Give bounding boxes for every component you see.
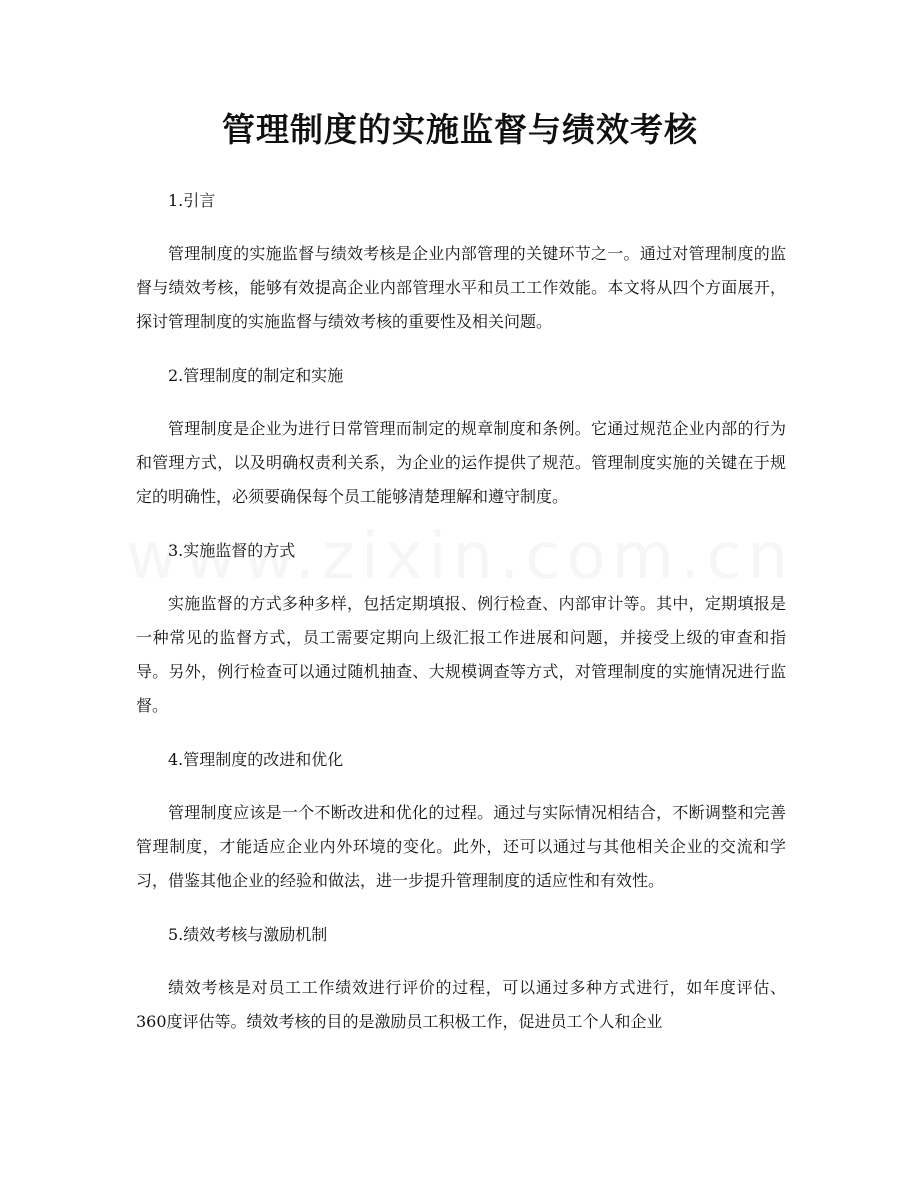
section-performance-and-incentives [136, 918, 786, 1039]
section-paragraph: 实施监督的方式多种多样，包括定期填报、例行检查、内部审计等。其中，定期填报是一种常见的监督方式，员工需要定期向上级汇报工作进展和问题，并接受上级的审查和指导。另外，例行检查可以通过随机抽查、大规模调查等方式，对管理制度的实施情况进行监督。 [136, 594, 786, 715]
section-heading: 2.管理制度的制定和实施 [168, 366, 344, 385]
section-formulation-and-implementation [136, 359, 786, 514]
section-paragraph: 绩效考核是对员工工作绩效进行评价的过程，可以通过多种方式进行，如年度评估、360度评估等。绩效考核的目的是激励员工积极工作，促进员工个人和企业 [136, 978, 786, 1031]
page-title: 管理制度的实施监督与绩效考核 [222, 110, 698, 149]
section-heading: 4.管理制度的改进和优化 [168, 750, 344, 769]
section-improvement-and-optimization [136, 743, 786, 898]
section-introduction [136, 184, 786, 339]
section-paragraph: 管理制度应该是一个不断改进和优化的过程。通过与实际情况相结合，不断调整和完善管理制度，才能适应企业内外环境的变化。此外，还可以通过与其他相关企业的交流和学习，借鉴其他企业的经验和做法，进一步提升管理制度的适应性和有效性。 [136, 803, 786, 890]
section-heading: 1.引言 [168, 191, 216, 210]
document-body [136, 184, 786, 1059]
section-heading: 5.绩效考核与激励机制 [168, 925, 328, 944]
section-supervision-methods [136, 534, 786, 723]
section-heading: 3.实施监督的方式 [168, 541, 296, 560]
section-paragraph: 管理制度的实施监督与绩效考核是企业内部管理的关键环节之一。通过对管理制度的监督与绩效考核，能够有效提高企业内部管理水平和员工工作效能。本文将从四个方面展开，探讨管理制度的实施监督与绩效考核的重要性及相关问题。 [136, 244, 786, 331]
section-paragraph: 管理制度是企业为进行日常管理而制定的规章制度和条例。它通过规范企业内部的行为和管理方式，以及明确权责利关系，为企业的运作提供了规范。管理制度实施的关键在于规定的明确性，必须要确保每个员工能够清楚理解和遵守制度。 [136, 419, 786, 506]
